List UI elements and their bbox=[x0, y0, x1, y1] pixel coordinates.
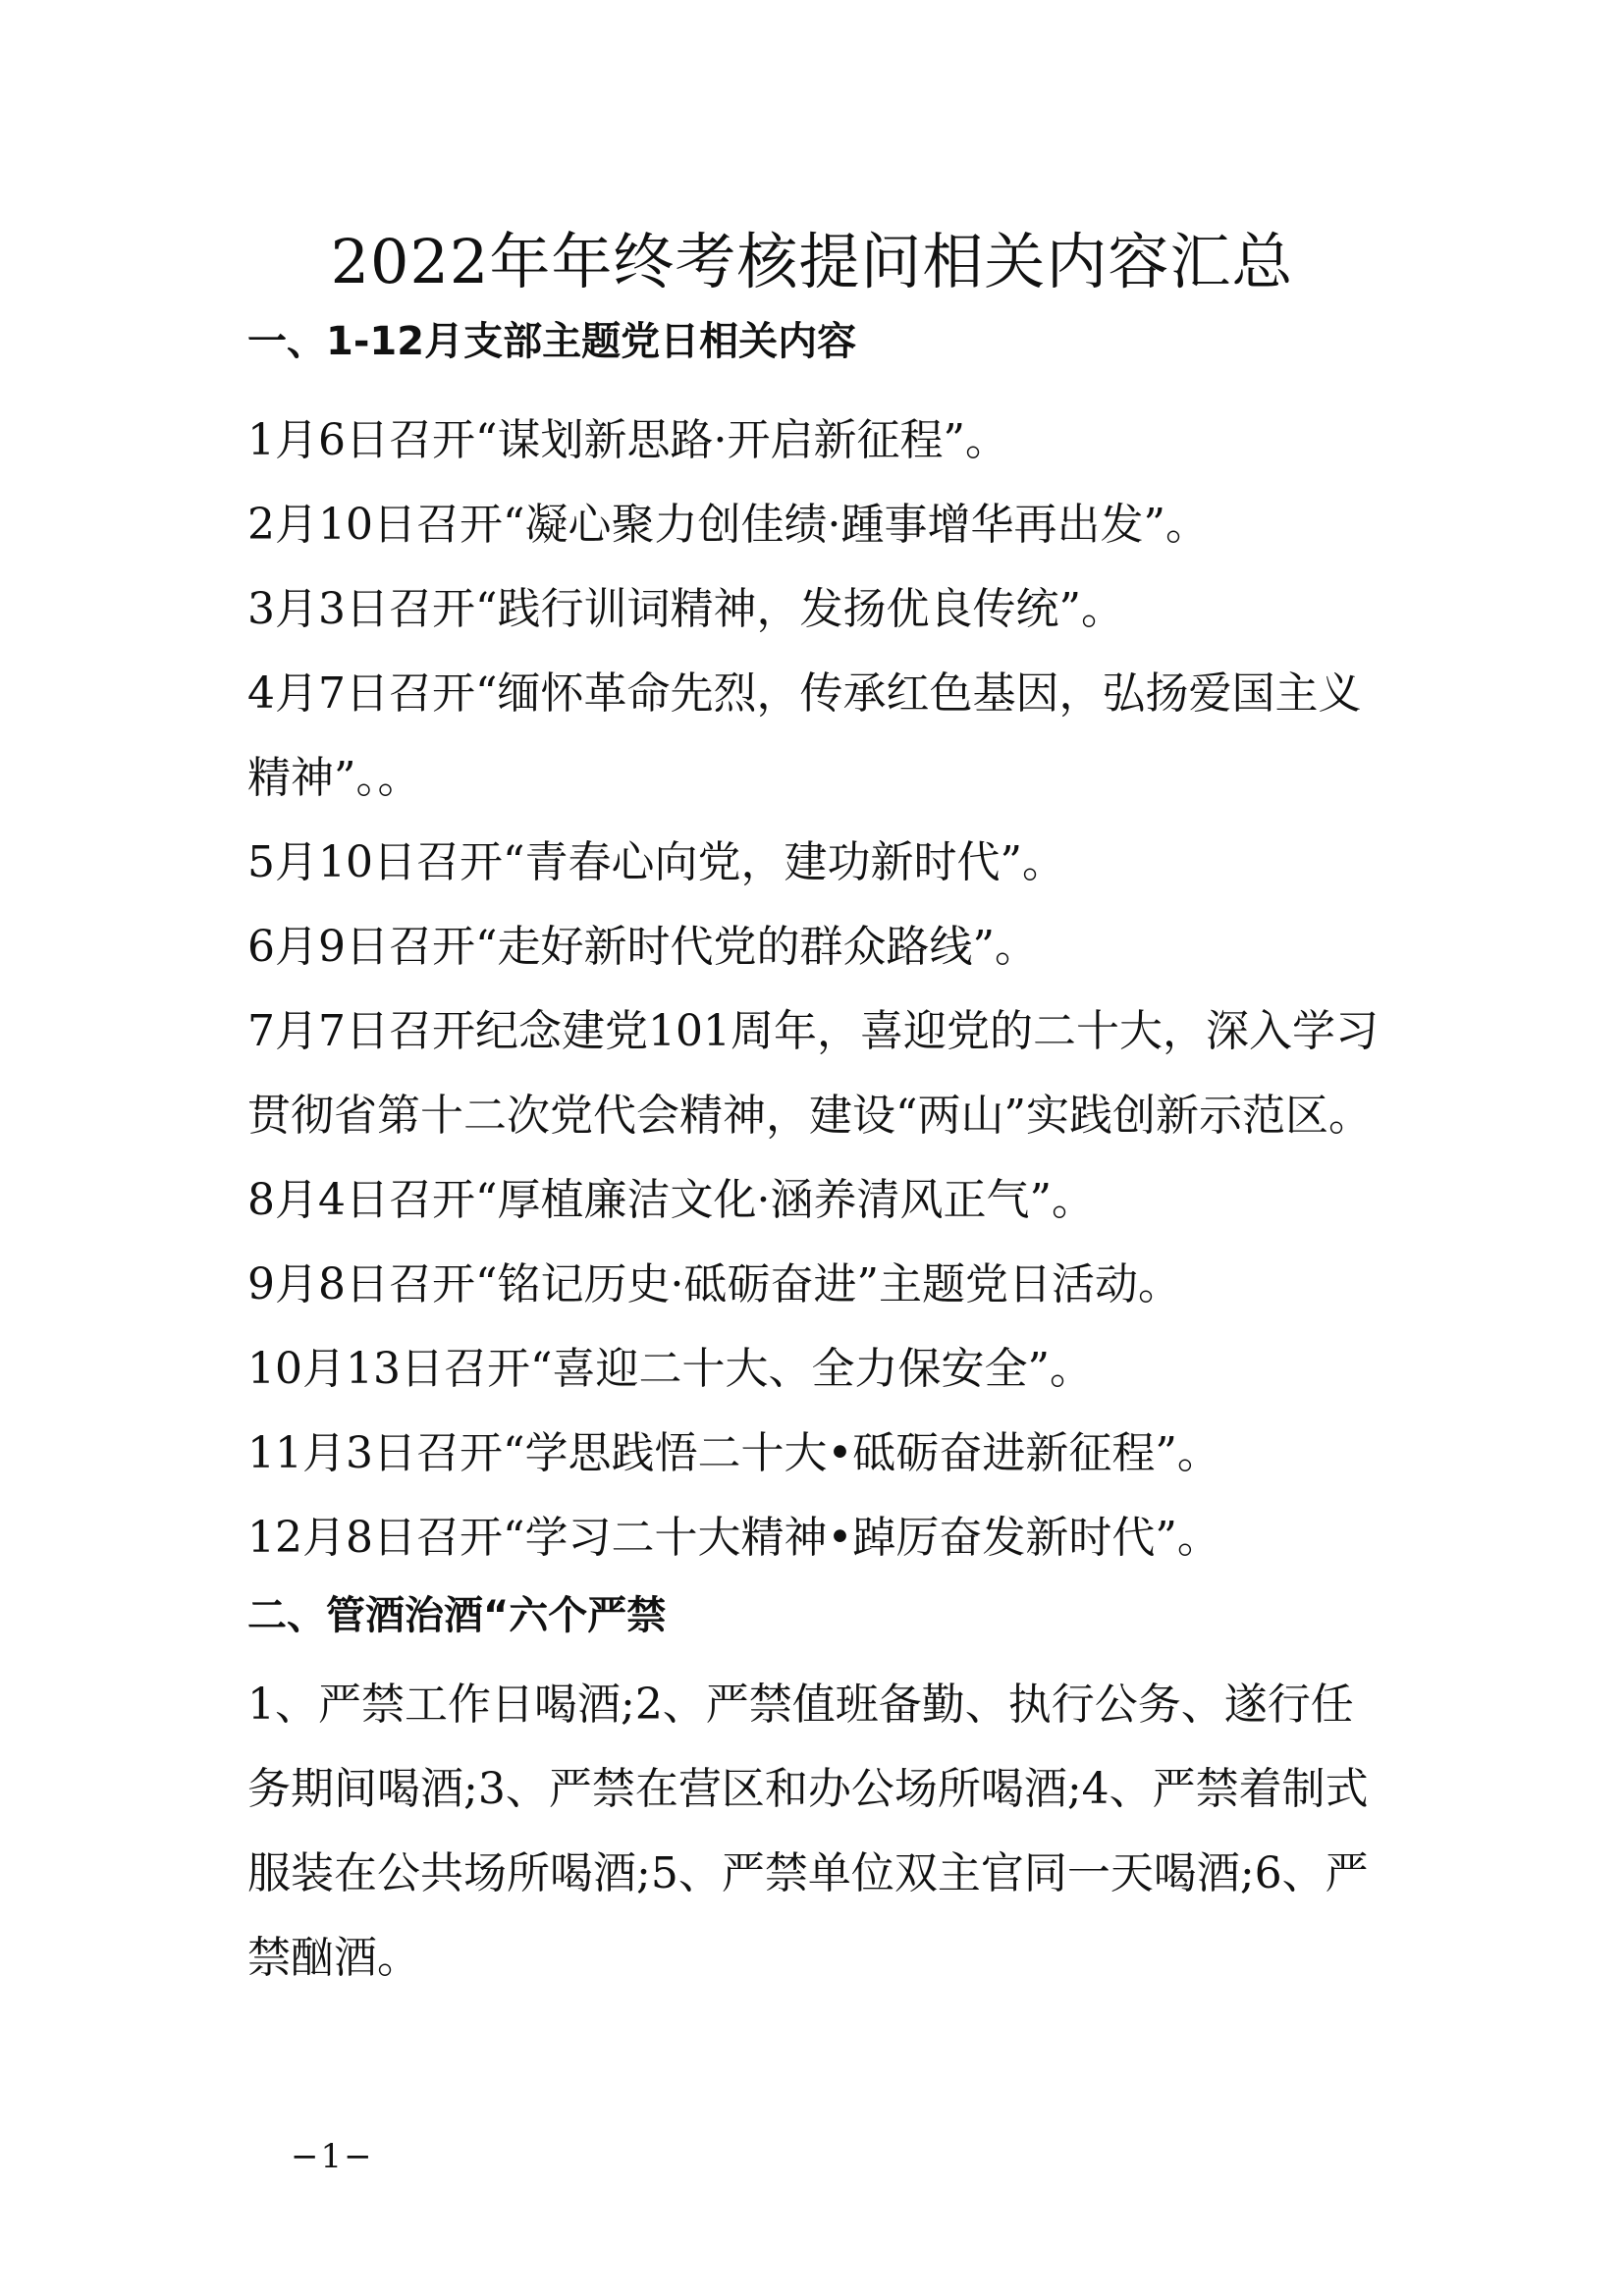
meeting-item-sep: 9月8日召开“铭记历史·砥砺奋进”主题党日活动。 bbox=[247, 1259, 1181, 1309]
meeting-item-jul: 7月7日召开纪念建党101周年，喜迎党的二十大，深入学习贯彻省第十二次党代会精神，建设“两山”实践创新示范区。 bbox=[247, 1006, 1379, 1141]
document-body bbox=[247, 312, 1386, 2001]
meeting-item-oct: 10月13日召开“喜迎二十大、全力保安全”。 bbox=[247, 1344, 1093, 1394]
section-2-heading: 二、管酒治酒“六个严禁 bbox=[247, 1593, 667, 1638]
meeting-item-nov: 11月3日召开“学思践悟二十大•砥砺奋进新征程”。 bbox=[247, 1428, 1220, 1478]
meeting-item-jan: 1月6日召开“谋划新思路·开启新征程”。 bbox=[247, 415, 1008, 465]
meeting-item-mar: 3月3日召开“践行训词精神，发扬优良传统”。 bbox=[247, 584, 1124, 634]
section-1-heading: 一、1-12月支部主题党日相关内容 bbox=[247, 319, 857, 364]
alcohol-rules-paragraph: 1、严禁工作日喝酒;2、严禁值班备勤、执行公务、遂行任务期间喝酒;3、严禁在营区和办公场所喝酒;4、严禁着制式服装在公共场所喝酒;5、严禁单位双主官同一天喝酒;6、严禁酗酒。 bbox=[247, 1680, 1369, 1983]
meeting-item-may: 5月10日召开“青春心向党，建功新时代”。 bbox=[247, 837, 1065, 887]
meeting-item-dec: 12月8日召开“学习二十大精神•踔厉奋发新时代”。 bbox=[247, 1513, 1220, 1563]
page-number: −1− bbox=[291, 2137, 374, 2176]
meeting-item-aug: 8月4日召开“厚植廉洁文化·涵养清风正气”。 bbox=[247, 1175, 1095, 1225]
document-title: 2022年年终考核提问相关内容汇总 bbox=[330, 226, 1294, 297]
meeting-item-jun: 6月9日召开“走好新时代党的群众路线”。 bbox=[247, 922, 1038, 972]
meeting-item-apr: 4月7日召开“缅怀革命先烈，传承红色基因，弘扬爱国主义精神”。。 bbox=[247, 668, 1362, 803]
meeting-item-feb: 2月10日召开“凝心聚力创佳绩·踵事增华再出发”。 bbox=[247, 500, 1209, 550]
